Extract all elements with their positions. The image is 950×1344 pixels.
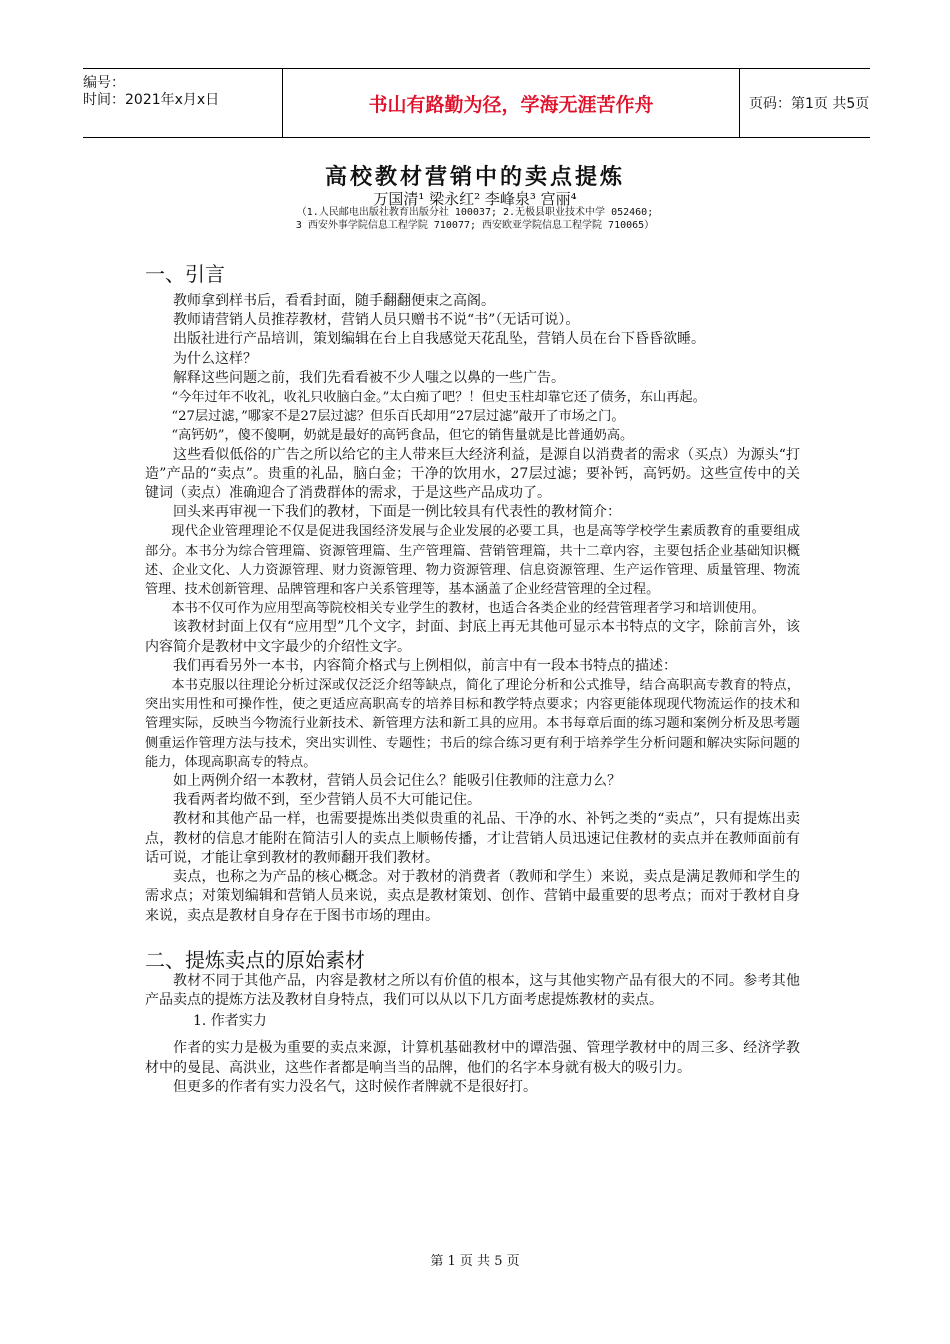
- paragraph: 作者的实力是极为重要的卖点来源，计算机基础教材中的谭浩强、管理学教材中的周三多、经济学教材中的曼昆、高洪业，这些作者都是响当当的品牌，他们的名字本身就有极大的吸引力。: [145, 1040, 800, 1076]
- article-title: 高校教材营销中的卖点提炼: [324, 164, 625, 190]
- section-heading: 一、引言: [145, 262, 225, 286]
- paragraph: 我们再看另外一本书，内容简介格式与上例相似，前言中有一段本书特点的描述：: [173, 657, 677, 674]
- paragraph: 这些看似低俗的广告之所以给它的主人带来巨大经济利益，是源自以消费者的需求（买点）为源头“打造”产品的“卖点”。贵重的礼品，脑白金；干净的饮用水，27层过滤；要补钙，高钙奶。这些宣传中的关键词（卖点）准确迎合了消费群体的需求，于是这些产品成功了。: [145, 446, 800, 502]
- header-motto: 书山有路勤为径，学海无涯苦作舟: [283, 69, 740, 137]
- article-authors: 万国清¹ 梁永红² 李峰泉³ 宫丽⁴: [373, 190, 577, 208]
- paragraph: 本书克服以往理论分析过深或仅泛泛介绍等缺点，简化了理论分析和公式推导，结合高职高专教育的特点，突出实用性和可操作性，使之更适应高职高专的培养目标和教学特点要求；内容更能体现现代物流运作的技术和管理实际，反映当今物流行业新技术、新管理方法和新工具的应用。本书每章后面的练习题和案例分析及思考题侧重运作管理方法与技术，突出实训性、专题性；书后的综合练习更有利于培养学生分析问题和解决实际问题的能力，体现高职高专的特点。: [145, 678, 800, 770]
- paragraph: 教材和其他产品一样，也需要提炼出类似贵重的礼品、干净的水、补钙之类的“卖点”，只有提炼出卖点，教材的信息才能附在简洁引人的卖点上顺畅传播，才让营销人员迅速记住教材的卖点并在教师面前有话可说，才能让拿到教材的教师翻开我们教材。: [145, 811, 800, 866]
- paragraph: 出版社进行产品培训，策划编辑在台上自我感觉天花乱坠，营销人员在台下昏昏欲睡。: [173, 331, 705, 348]
- paragraph: “高钙奶”，傻不傻啊，奶就是最好的高钙食品，但它的销售量就是比普通奶高。: [171, 428, 634, 444]
- paragraph: 回头来再审视一下我们的教材，下面是一例比较具有代表性的教材简介：: [173, 504, 621, 521]
- header-meta: [83, 69, 283, 137]
- header-page-info: 页码：第1页 共5页: [749, 96, 870, 112]
- header-table: [83, 68, 870, 138]
- page-footer: 第 1 页 共 5 页: [430, 1254, 520, 1269]
- paragraph: 教师请营销人员推荐教材，营销人员只赠书不说“书”（无话可说）。: [173, 312, 580, 329]
- article-body: [145, 262, 800, 1097]
- paragraph: “27层过滤，”哪家不是27层过滤？但乐百氏却用“27层过滤”敲开了市场之门。: [171, 409, 625, 425]
- article-affiliations: [0, 206, 950, 232]
- paragraph: 现代企业管理理论不仅是促进我国经济发展与企业发展的必要工具，也是高等学校学生素质教育的重要组成部分。本书分为综合管理篇、资源管理篇、生产管理篇、营销管理篇，共十二章内容，主要包括企业基础知识概述、企业文化、人力资源管理、财力资源管理、物力资源管理、信息资源管理、生产运作管理、质量管理、物流管理、技术创新管理、品牌管理和客户关系管理等，基本涵盖了企业经营管理的全过程。: [145, 524, 800, 598]
- affiliation-line: （1.人民邮电出版社教育出版分社 100037; 2.无极县职业技术中学 052460;: [296, 207, 654, 218]
- paragraph: 该教材封面上仅有“应用型”几个文字，封面、封底上再无其他可显示本书特点的文字，除前言外，该内容简介是教材中文字最少的介绍性文字。: [145, 619, 800, 655]
- paragraph: 我看两者均做不到，至少营销人员不大可能记住。: [173, 792, 481, 809]
- section-heading: 二、提炼卖点的原始素材: [145, 947, 365, 972]
- paragraph: 教师拿到样书后，看看封面，随手翻翻便束之高阁。: [173, 293, 495, 309]
- affiliation-line: 3 西安外事学院信息工程学院 710077; 西安欧亚学院信息工程学院 710065）: [295, 220, 655, 231]
- paragraph: 卖点，也称之为产品的核心概念。对于教材的消费者（教师和学生）来说，卖点是满足教师和学生的需求点；对策划编辑和营销人员来说，卖点是教材策划、创作、营销中最重要的思考点；而对于教材自身来说，卖点是教材自身存在于图书市场的理由。: [145, 869, 800, 924]
- paragraph: 如上两例介绍一本教材，营销人员会记住么？能吸引住教师的注意力么？: [173, 773, 621, 790]
- number-label: 编号：: [83, 75, 125, 91]
- paragraph: 解释这些问题之前，我们先看看被不少人嗤之以鼻的一些广告。: [173, 369, 565, 386]
- paragraph: 但更多的作者有实力没名气，这时候作者牌就不是很好打。: [173, 1078, 537, 1095]
- paragraph: “今年过年不收礼，收礼只收脑白金。”太白痴了吧？！但史玉柱却靠它还了债务，东山再起。: [171, 390, 706, 406]
- paragraph: 本书不仅可作为应用型高等院校相关专业学生的教材，也适合各类企业的经营管理者学习和培训使用。: [171, 601, 765, 617]
- subheading: 1. 作者实力: [193, 1013, 267, 1030]
- paragraph: 教材不同于其他产品，内容是教材之所以有价值的根本，这与其他实物产品有很大的不同。参考其他产品卖点的提炼方法及教材自身特点，我们可以从以下几方面考虑提炼教材的卖点。: [145, 972, 800, 1008]
- time-label: 时间：2021年x月x日: [83, 92, 220, 108]
- paragraph: 为什么这样？: [173, 350, 257, 367]
